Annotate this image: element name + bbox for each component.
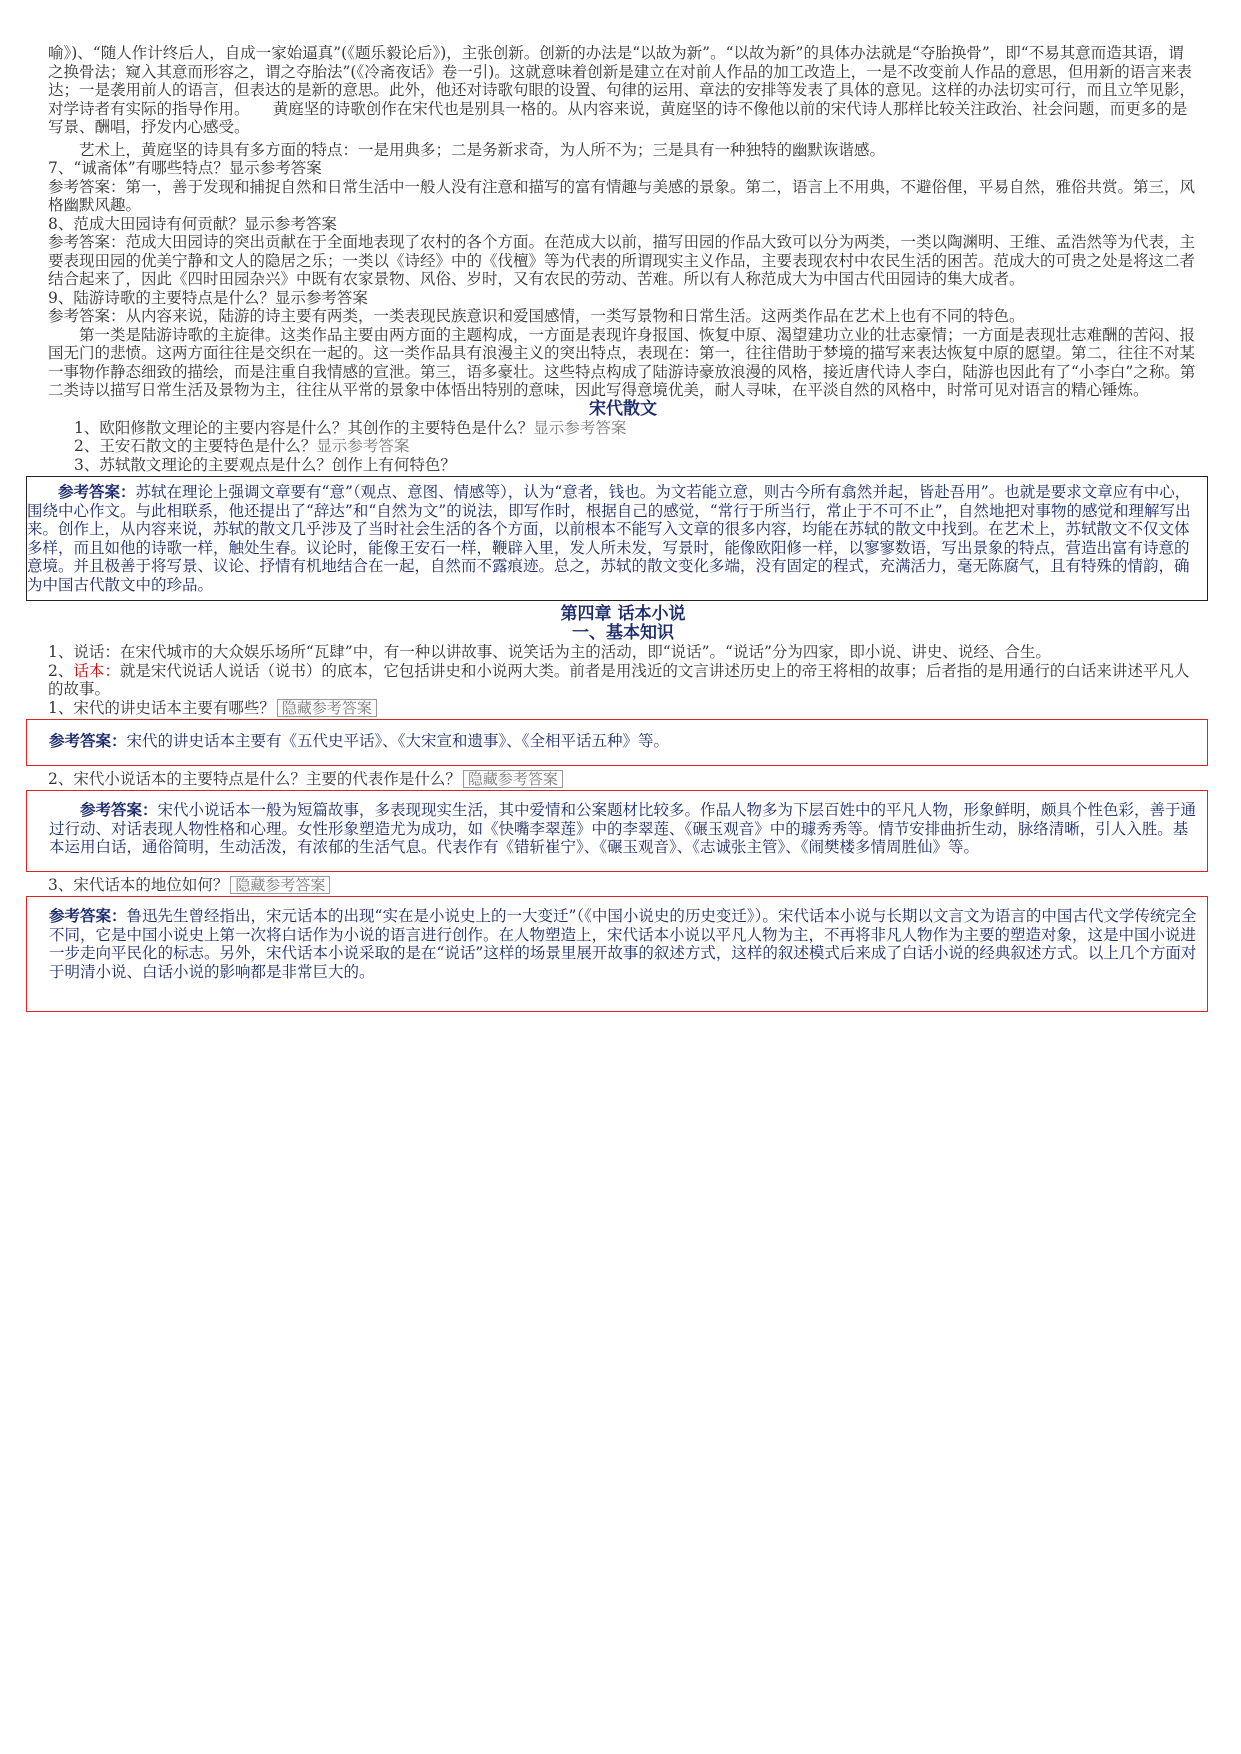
- question-7[interactable]: 7、“诚斋体”有哪些特点？显示参考答案: [48, 159, 322, 177]
- definition-shuohua: 1、说话：在宋代城市的大众娱乐场所“瓦肆”中，有一种以讲故事、说笑话为主的活动，即“说话”。“说话”分为四家，即小说、讲史、说经、合生。: [48, 643, 1051, 661]
- prose-question-3: 3、苏轼散文理论的主要观点是什么？创作上有何特色？: [74, 455, 456, 474]
- hide-answer-button-2[interactable]: 隐藏参考答案: [463, 770, 563, 788]
- answer-8: 参考答案：范成大田园诗的突出贡献在于全面地表现了农村的各个方面。在范成大以前，描写田园的作品大致可以分为两类，一类以陶渊明、王维、孟浩然等为代表，主要表现田园的优美宁静和文人的隐居之乐；一类以《诗经》中的《伐檀》等为代表的所谓现实主义作品，主要表现农村中农民生活的困苦。范成大的可贵之处是将这二者结合起来了，因此《四时田园杂兴》中既有农家景物、风俗、岁时，又有农民的劳动、苦难。所以有人称范成大为中国古代田园诗的集大成者。: [48, 233, 1196, 288]
- definition-huaben-text: 就是宋代说话人说话（说书）的底本，它包括讲史和小说两大类。前者是用浅近的文言讲述历史上的帝王将相的故事；后者指的是用通行的白话来讲述平凡人的故事。: [48, 661, 1190, 698]
- hide-answer-button-3[interactable]: 隐藏参考答案: [230, 876, 330, 894]
- novel-answer-2-text: 宋代小说话本一般为短篇故事，多表现现实生活，其中爱情和公案题材比较多。作品人物多为下层百姓中的平凡人物，形象鲜明，颇具个性色彩，善于通过行动、对话表现人物性格和心理。女性形象塑造尤为成功，如《快嘴李翠莲》中的李翠莲、《碾玉观音》中的璩秀秀等。情节安排曲折生动，脉络清晰，引人入胜。基本运用白话，通俗简明，生动活泼，有浓郁的生活气息。代表作有《错斩崔宁》、《碾玉观音》、《志诚张主管》、《闹樊楼多情周胜仙》等。: [49, 801, 1197, 856]
- prose-question-1: [48, 419, 1198, 438]
- novel-question-3-text: 3、宋代话本的地位如何？: [48, 875, 229, 894]
- definition-huaben: [48, 662, 1198, 699]
- novel-question-3: [48, 876, 1198, 895]
- novel-answer-2: [49, 801, 1199, 857]
- novel-answer-3-box: [26, 896, 1208, 1012]
- novel-answer-1-box: [26, 719, 1208, 766]
- novel-answer-2-box: [26, 790, 1208, 872]
- novel-answer-1-label: 参考答案：: [49, 731, 127, 750]
- definition-huaben-number: 2、: [48, 661, 74, 680]
- answer-9: 参考答案：从内容来说，陆游的诗主要有两类，一类表现民族意识和爱国感情，一类写景物和日常生活。这两类作品在艺术上也有不同的特色。: [48, 307, 1025, 325]
- question-8[interactable]: 8、范成大田园诗有何贡献？显示参考答案: [48, 214, 337, 233]
- answer-7: 参考答案：第一，善于发现和捕捉自然和日常生活中一般人没有注意和描写的富有情趣与美感的景象。第二，语言上不用典，不避俗俚，平易自然，雅俗共赏。第三，风格幽默风趣。: [48, 177, 1196, 214]
- prose-question-2-show-answer-link[interactable]: 显示参考答案: [316, 437, 410, 455]
- chapter-title: 第四章 话本小说: [560, 604, 686, 624]
- huang-tingjian-art-paragraph: 艺术上，黄庭坚的诗具有多方面的特点：一是用典多；二是务新求奇，为人所不为；三是具有一种独特的幽默诙谐感。: [79, 140, 886, 159]
- novel-question-2: [48, 770, 1198, 789]
- definition-huaben-term: 话本：: [73, 661, 120, 680]
- novel-question-2-text: 2、宋代小说话本的主要特点是什么？主要的代表作是什么？: [48, 769, 461, 788]
- prose-question-1-text: 1、欧阳修散文理论的主要内容是什么？其创作的主要特色是什么？: [74, 418, 534, 437]
- novel-answer-3: [49, 907, 1199, 981]
- document-page: [27, 44, 1198, 1016]
- prose-answer-3-box: [26, 476, 1208, 601]
- section-title-prose: 宋代散文: [589, 398, 657, 419]
- prose-question-1-show-answer-link[interactable]: 显示参考答案: [533, 418, 627, 437]
- novel-question-1: [48, 699, 1198, 718]
- huang-tingjian-paragraph: 喻》)、“随人作计终后人，自成一家始逼真”(《题乐毅论后》)，主张创新。创新的办法是“以故为新”。“以故为新”的具体办法就是“夺胎换骨”，即“不易其意而造其语，谓之换骨法；窥入其意而形容之，谓之夺胎法”(《冷斋夜话》卷一引)。这就意味着创新是建立在对前人作品的加工改造上，一是不改变前人作品的意思，但用新的语言来表达；一是袭用前人的语言，但表达的是新的意思。此外，他还对诗歌句眼的设置、句律的运用、章法的安排等发表了具体的意见。这样的办法切实可行，而且立竿见影，对学诗者有实际的指导作用。 黄庭坚的诗歌创作在宋代也是别具一格的。从内容来说，黄庭坚的诗不像他以前的宋代诗人那样比较关注政治、社会问题，而更多的是写景、酬唱，抒发内心感受。: [48, 44, 1196, 136]
- novel-question-1-text: 1、宋代的讲史话本主要有哪些？: [48, 698, 275, 717]
- answer-9-detail: 第一类是陆游诗歌的主旋律。这类作品主要由两方面的主题构成，一方面是表现许身报国、恢复中原、渴望建功立业的壮志豪情；一方面是表现壮志难酬的苦闷、报国无门的悲愤。这两方面往往是交织在一起的。这一类作品具有浪漫主义的突出特点，表现在：第一，往往借助于梦境的描写来表达恢复中原的愿望。第二，往往不对某一事物作静态细致的描绘，而是注重自我情感的宣泄。第三，语多豪壮。这些特点构成了陆游诗豪放浪漫的风格，接近唐代诗人李白，陆游也因此有了“小李白”之称。第二类诗以描写日常生活及景物为主，往往从平常的景象中体悟出特别的意味，因此写得意境优美，耐人寻味，在平淡自然的风格中，时常可见对语言的精心锤炼。: [48, 325, 1196, 399]
- hide-answer-button-1[interactable]: 隐藏参考答案: [277, 699, 377, 717]
- prose-question-2-text: 2、王安石散文的主要特色是什么？: [74, 437, 317, 455]
- prose-answer-3-text: 苏轼在理论上强调文章要有“意”（观点、意图、情感等），认为“意者，钱也。为文若能立意，则古今所有翕然并起，皆赴吾用”。也就是要求文章应有中心，围绕中心作文。与此相联系，他还提出了“辞达”和“自然为文”的说法，即写作时，根据自己的感觉，“常行于所当行，常止于不可不止”，自然地把对事物的感觉和理解写出来。创作上，从内容来说，苏轼的散文几乎涉及了当时社会生活的各个方面，以前根本不能写入文章的很多内容，均能在苏轼的散文中找到。在艺术上，苏轼散文不仅文体多样，而且如他的诗歌一样，触处生春。议论时，能像王安石一样，鞭辟入里，发人所未发，写景时，能像欧阳修一样，以寥寥数语，写出景象的特点，营造出富有诗意的意境。并且极善于将写景、议论、抒情有机地结合在一起，自然而不露痕迹。总之，苏轼的散文变化多端，没有固定的程式，充满活力，毫无陈腐气，且有特殊的情韵，确为中国古代散文中的珍品。: [27, 483, 1191, 594]
- novel-answer-1-text: 宋代的讲史话本主要有《五代史平话》、《大宋宣和遗事》、《全相平话五种》等。: [126, 732, 670, 750]
- prose-question-2: [48, 437, 1198, 456]
- chapter-subtitle: 一、基本知识: [572, 623, 674, 643]
- prose-answer-3-label: 参考答案：: [58, 482, 136, 501]
- question-9[interactable]: 9、陆游诗歌的主要特点是什么？显示参考答案: [48, 288, 368, 307]
- novel-answer-1: [49, 732, 1199, 751]
- novel-answer-3-label: 参考答案：: [49, 906, 127, 925]
- novel-answer-2-label: 参考答案：: [80, 800, 158, 819]
- prose-answer-3: [27, 483, 1199, 594]
- novel-answer-3-text: 鲁迅先生曾经指出，宋元话本的出现“实在是小说史上的一大变迁”（《中国小说史的历史变迁》）。宋代话本小说与长期以文言文为语言的中国古代文学传统完全不同，它是中国小说史上第一次将白话作为小说的语言进行创作。在人物塑造上，宋代话本小说以平凡人物为主，不再将非凡人物作为主要的塑造对象，这是中国小说进一步走向平民化的标志。另外，宋代话本小说采取的是在“说话”这样的场景里展开故事的叙述方式，这样的叙述模式后来成了白话小说的经典叙述方式。以上几个方面对于明清小说、白话小说的影响都是非常巨大的。: [49, 907, 1197, 981]
